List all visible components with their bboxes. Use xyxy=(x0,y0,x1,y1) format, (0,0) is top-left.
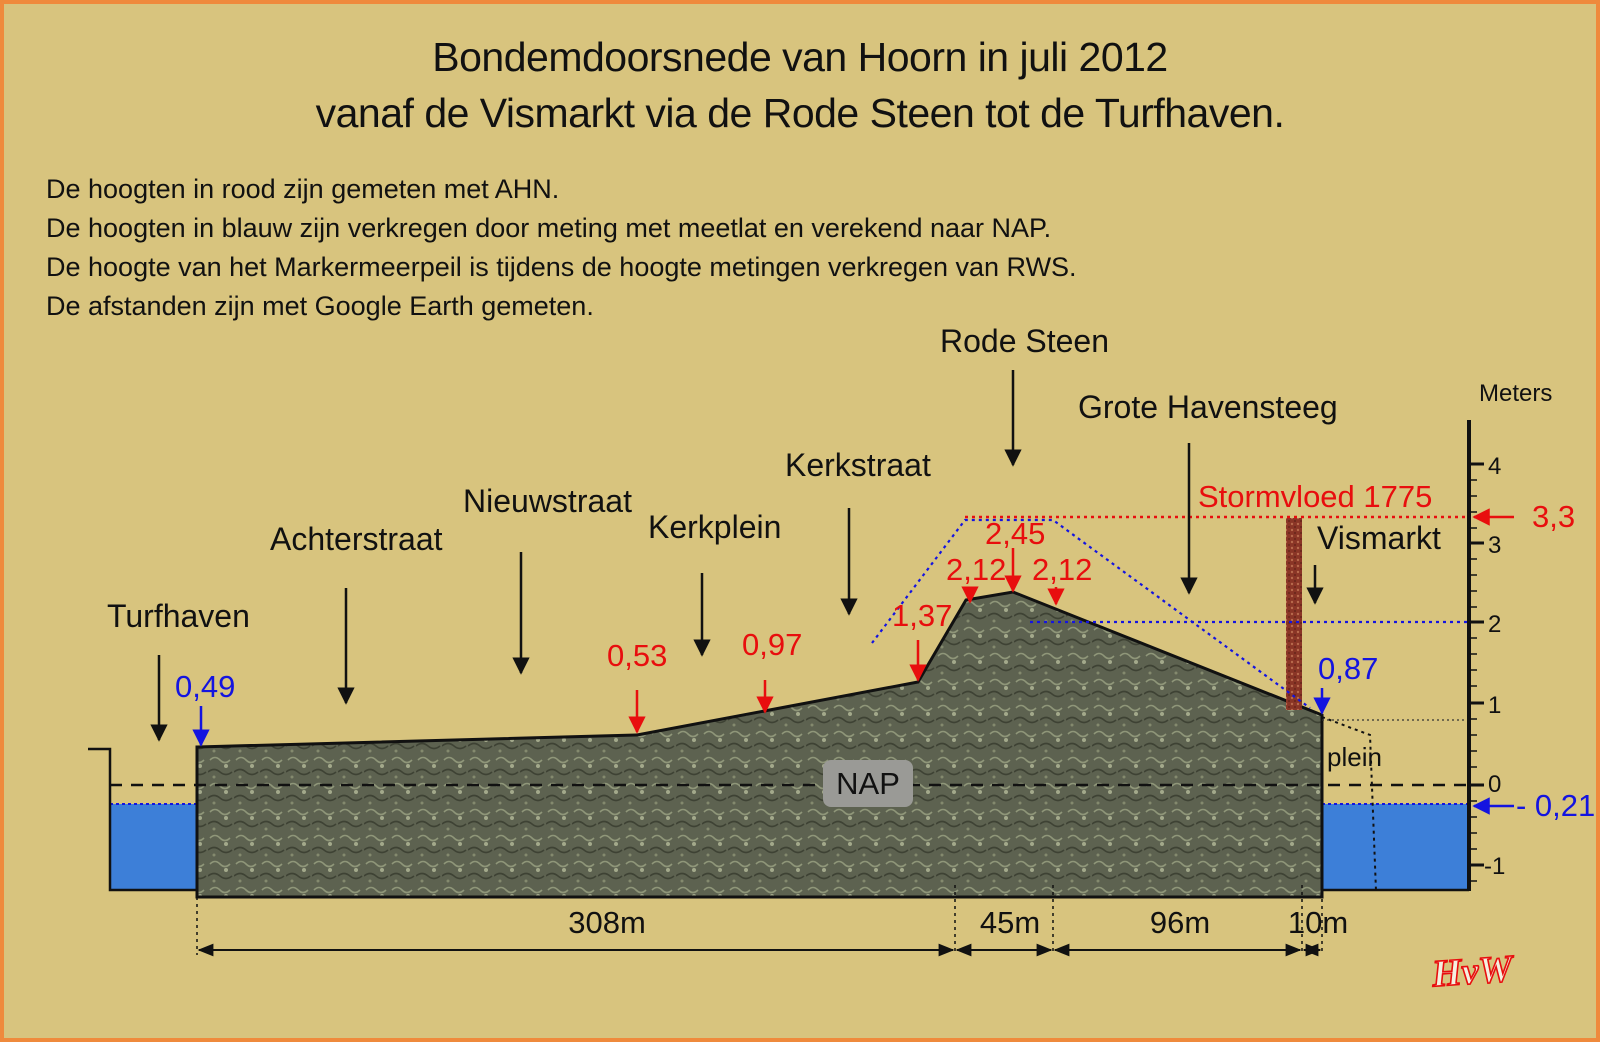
label-rode-steen: Rode Steen xyxy=(940,323,1110,359)
distance-308m: 308m xyxy=(568,905,646,940)
distance-96m: 96m xyxy=(1149,905,1211,940)
title-line-2: vanaf de Vismarkt via de Rode Steen tot de Turfhaven. xyxy=(315,90,1285,136)
stormvloed-column xyxy=(1286,518,1302,710)
label-nieuwstraat: Nieuwstraat xyxy=(463,483,632,519)
height-label-245: 2,45 xyxy=(985,516,1046,551)
markermeer-value: - 0,21 xyxy=(1516,788,1596,823)
distance-45m: 45m xyxy=(979,905,1041,940)
distance-10m: 10m xyxy=(1287,905,1349,940)
height-label-137: 1,37 xyxy=(892,598,953,633)
markermeer-water xyxy=(1322,804,1469,891)
note-meetlat: De hoogten in blauw zijn verkregen door meting met meetlat en verekend naar NAP. xyxy=(46,213,1052,243)
height-label-212-left: 2,12 xyxy=(946,552,1007,587)
note-afstanden: De afstanden zijn met Google Earth gemeten. xyxy=(46,291,594,321)
title-line-1: Bondemdoorsnede van Hoorn in juli 2012 xyxy=(432,34,1168,80)
axis-tick-1: 1 xyxy=(1488,692,1502,719)
axis-tick-2: 2 xyxy=(1488,611,1502,638)
turfhaven-water xyxy=(110,804,197,891)
nap-label: NAP xyxy=(836,766,900,801)
label-vismarkt: Vismarkt xyxy=(1317,520,1441,556)
height-label-097: 0,97 xyxy=(742,627,803,662)
axis-title: Meters xyxy=(1479,380,1553,407)
height-label-053: 0,53 xyxy=(607,638,668,673)
label-grote-havensteeg: Grote Havensteeg xyxy=(1078,389,1338,425)
axis-tick-0: 0 xyxy=(1488,771,1502,798)
label-achterstraat: Achterstraat xyxy=(270,521,443,557)
label-plein: plein xyxy=(1327,742,1382,772)
signature-logo: HvW xyxy=(1430,947,1514,996)
cross-section-diagram xyxy=(4,4,1596,1038)
height-label-212-right: 2,12 xyxy=(1032,552,1093,587)
height-label-087: 0,87 xyxy=(1318,651,1379,686)
label-kerkstraat: Kerkstraat xyxy=(785,447,931,483)
stormvloed-label: Stormvloed 1775 xyxy=(1198,479,1433,514)
note-ahn: De hoogten in rood zijn gemeten met AHN. xyxy=(46,174,560,204)
axis-tick-4: 4 xyxy=(1488,453,1502,480)
stormvloed-value: 3,3 xyxy=(1532,499,1576,534)
axis-tick-minus-1: -1 xyxy=(1484,853,1506,880)
label-kerkplein: Kerkplein xyxy=(648,509,782,545)
label-turfhaven: Turfhaven xyxy=(107,598,250,634)
height-label-049: 0,49 xyxy=(175,669,236,704)
note-markermeer: De hoogte van het Markermeerpeil is tijdens de hoogte metingen verkregen van RWS. xyxy=(46,252,1077,282)
axis-tick-3: 3 xyxy=(1488,532,1502,559)
